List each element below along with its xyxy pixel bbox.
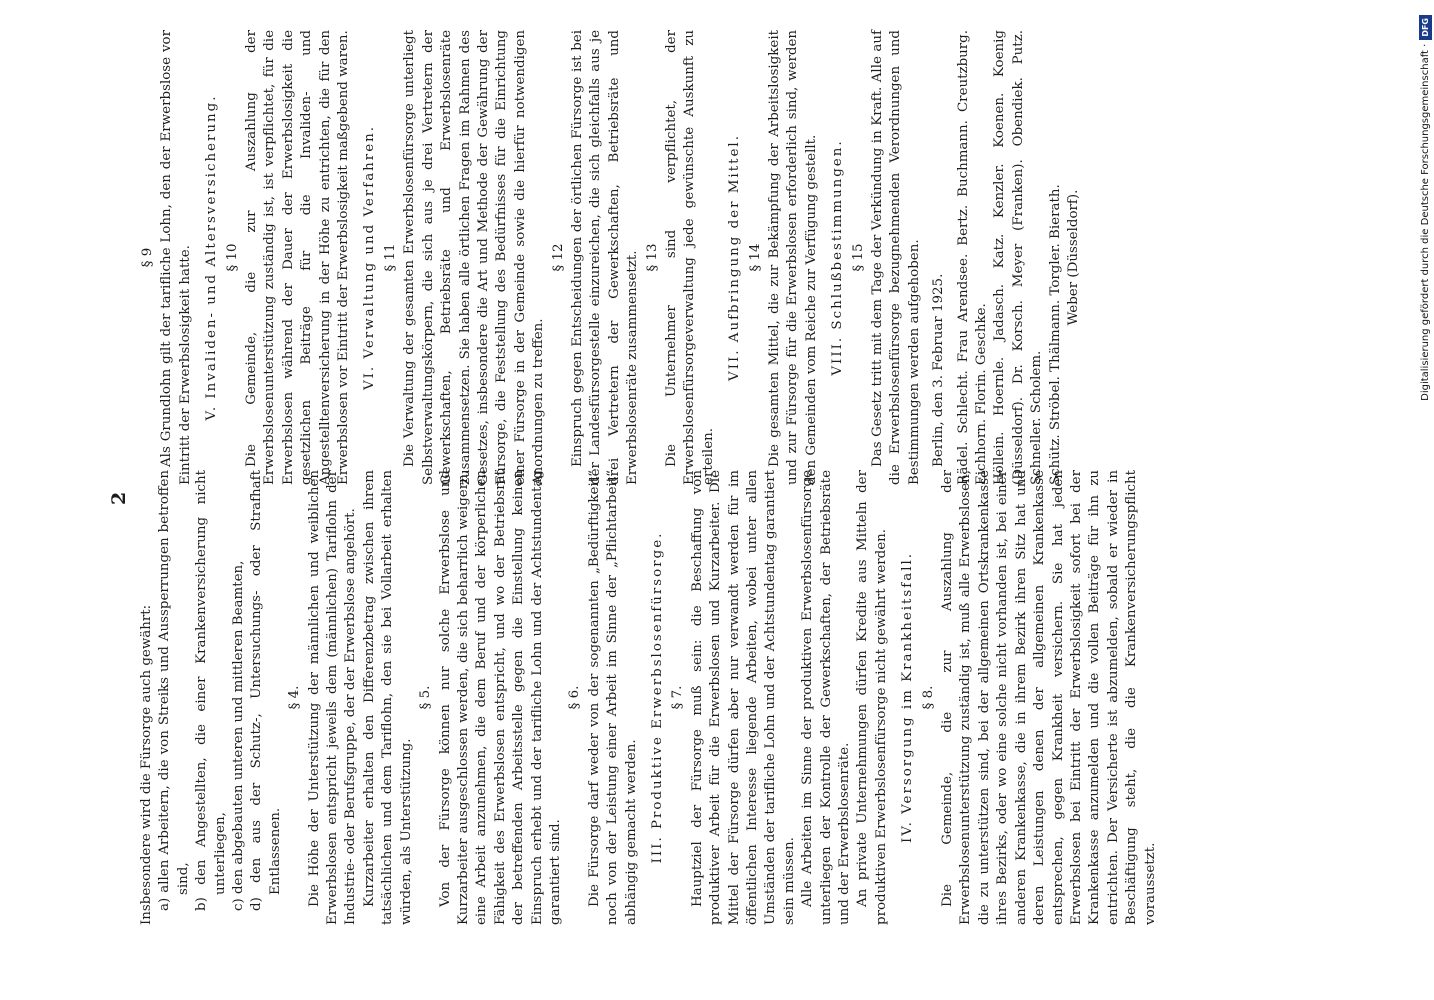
date-line: Berlin, den 3. Februar 1925. bbox=[931, 273, 947, 467]
credit-text: Digitalisierung gefördert durch die Deutsche Forschungsgemeinschaft · bbox=[1420, 43, 1431, 401]
list-item: c) den abgebauten unteren und mittleren Beamten, bbox=[231, 560, 247, 911]
paragraph: Die Verwaltung der gesamten Erwerbslosenfürsorge unterliegt Selbstverwaltungskörpern, die sich aus je drei Vertretern der Gewerkschaften, Betriebsräte und Erwerbslosenräte zusammensetzen. Sie haben alle örtlichen Fragen im Rahmen des Gesetzes, insbesondere die Art und Methode der Gewährung der Fürsorge, die Feststellung des Bedürfnisses für die Einrichtung einer Fürsorge in der Gemeinde sowie die hierfür notwendigen Anordnungen zu treffen. bbox=[402, 30, 547, 485]
list-item: d) den aus der Schutz-, Untersuchungs- oder Strafhaft Entlassenen. bbox=[249, 470, 283, 911]
signatories: Weber (Düsseldorf). bbox=[1066, 189, 1082, 326]
list-item: a) allen Arbeitern, die von Streiks und Aussperrungen betroffen sind, bbox=[157, 470, 191, 911]
section-13-heading: § 13 bbox=[644, 243, 660, 272]
chapter-4-heading: IV. Versorgung im Krankheitsfall. bbox=[900, 551, 916, 844]
paragraph: Die Gemeinde, die zur Auszahlung der Erwerbslosenunterstützung zuständig ist, ist verpflichtet, für die Erwerbslosen während der Dauer der Erwerbslosigkeit die gesetzlichen Beiträge für die Invaliden- und Angestelltenversicherung in der Höhe zu entrichten, die für den Erwerbslosen vor Eintritt der Erwerbslosigkeit maßgebend waren. bbox=[244, 30, 352, 485]
section-15-heading: § 15 bbox=[850, 243, 866, 272]
paragraph: Die Fürsorge darf weder von der sogenannten „Bedürftigkeit“ noch von der Leistung einer Arbeit im Sinne der „Pflichtarbeit“ abhängig gemacht werden. bbox=[586, 470, 639, 925]
section-6-heading: § 6. bbox=[567, 685, 583, 710]
paragraph: Von der Fürsorge können nur solche Erwerbslose und Kurzarbeiter ausgeschlossen werden, die sich beharrlich weigern, eine Arbeit anzunehmen, die dem Beruf und der körperlichen Fähigkeit des Erwerbslosen entspricht, und wo der Betriebsrat der betreffenden Arbeitsstelle gegen die Einstellung keinen Einspruch erhebt und der tarifliche Lohn und der Achtstundentag garantiert sind. bbox=[437, 470, 563, 925]
paragraph: Das Gesetz tritt mit dem Tage der Verkündung in Kraft. Alle auf die Erwerbslosenfürsorge bezugnehmenden Verordnungen und Bestimmungen werden aufgehoben. bbox=[870, 30, 922, 485]
paragraph: Kurzarbeiter erhalten den Differenzbetrag zwischen ihrem tatsächlichen und dem Tariflohn, den sie bei Vollarbeit erhalten würden, als Unterstützung. bbox=[361, 470, 414, 925]
chapter-3-heading: III. Produktive Erwerbslosenfürsorge. bbox=[649, 531, 665, 864]
chapter-7-heading: VII. Aufbringung der Mittel. bbox=[727, 134, 743, 381]
chapter-8-heading: VIII. Schlußbestimmungen. bbox=[830, 139, 846, 376]
section-14-heading: § 14 bbox=[747, 243, 763, 272]
chapter-6-heading: VI. Verwaltung und Verfahren. bbox=[362, 124, 378, 391]
dfg-logo: DFG bbox=[1419, 15, 1432, 40]
list-item: b) den Angestellten, die einer Krankenversicherung nicht unterliegen, bbox=[194, 470, 228, 911]
digitization-credit bbox=[1419, 10, 1434, 990]
page-number: 2 bbox=[108, 491, 130, 505]
section-10-heading: § 10 bbox=[224, 243, 240, 272]
paragraph: Die Gemeinde, die zur Auszahlung der Erwerbslosenunterstützung zuständig ist, muß alle Erwerbslosen, die zu unterstützen sind, bei der allgemeinen Ortskrankenkasse ihres Bezirks, oder wo eine solche nicht vorhanden ist, bei einer anderen Krankenkasse, die in ihrem Bezirk ihren Sitz hat und deren Leistungen denen der allgemeinen Krankenkasse entsprechen, gegen Krankheit versichern. Sie hat jeden Erwerbslosen bei Eintritt der Erwerbslosigkeit sofort bei der Krankenkasse anzumelden und die vollen Beiträge für ihn zu entrichten. Der Versicherte ist abzumelden, sobald er wieder in Beschäftigung steht, die die Krankenversicherungspflicht voraussetzt. bbox=[940, 470, 1158, 925]
signatories: Rädel. Schlecht. Frau Arendsee. Bertz. Buchmann. Creutzburg. Eichhorn. Florin. Geschke. bbox=[955, 30, 990, 485]
section-8-heading: § 8. bbox=[920, 685, 936, 710]
paragraph: Die Höhe der Unterstützung der männlichen und weiblichen Erwerbslosen entspricht jeweils dem (männlichen) Tariflohn der Industrie- oder Berufsgruppe, der der Erwerbslose angehört. bbox=[306, 470, 359, 925]
paragraph: Hauptziel der Fürsorge muß sein: die Beschaffung von produktiver Arbeit für die Erwerbslosen und Kurzarbeiter. Die Mittel der Fürsorge dürfen aber nur verwandt werden für im öffentlichen Interesse liegende Arbeiten, wobei unter allen Umständen der tarifliche Lohn und der Achtstundentag garantiert sein müssen. bbox=[689, 470, 797, 925]
signatories: Höllein. Hoernle. Jadasch. Katz. Kenzler. Koenen. Koenig (Düsseldorf). Dr. Korsch. Meyer (Franken). Obendiek. Putz. Schneller. Scholem. bbox=[992, 30, 1045, 485]
section-12-heading: § 12 bbox=[550, 243, 566, 272]
section-9-heading: § 9 bbox=[140, 247, 155, 268]
paragraph: Als Grundlohn gilt der tarifliche Lohn, den der Erwerbslose vor Eintritt der Erwerbslosigkeit hatte. bbox=[159, 30, 193, 485]
section-7-heading: § 7. bbox=[670, 685, 686, 710]
digitization-credit-text bbox=[1418, 15, 1434, 985]
section-4-heading: § 4. bbox=[287, 685, 303, 710]
paragraph: Alle Arbeiten im Sinne der produktiven Erwerbslosenfürsorge unterliegen der Kontrolle der Gewerkschaften, der Betriebsräte und der Erwerbslosenräte. bbox=[800, 470, 853, 925]
chapter-5-heading: V. Invaliden- und Altersversicherung. bbox=[204, 94, 220, 421]
right-column bbox=[138, 30, 1084, 485]
paragraph: An private Unternehmungen dürfen Kredite aus Mitteln der produktiven Erwerbslosenfürsorge nicht gewährt werden. bbox=[855, 470, 889, 925]
left-column bbox=[138, 470, 1160, 925]
rotated-document-page bbox=[100, 0, 1330, 1000]
section-5-heading: § 5. bbox=[418, 685, 434, 710]
intro-text: Insbesondere wird die Fürsorge auch gewährt: bbox=[139, 604, 154, 925]
signatories: Schütz. Ströbel. Thälmann. Torgler. Bierath. bbox=[1047, 184, 1063, 485]
paragraph: Einspruch gegen Entscheidungen der örtlichen Fürsorge ist bei der Landesfürsorgestelle einzureichen, die sich gleichfalls aus je drei Vertretern der Gewerkschaften, Betriebsräte und Erwerbslosenräte zusammensetzt. bbox=[569, 30, 641, 485]
paragraph: Die gesamten Mittel, die zur Bekämpfung der Arbeitslosigkeit und zur Fürsorge für die Erwerbslosen erforderlich sind, werden den Gemeinden vom Reiche zur Verfügung gestellt. bbox=[767, 30, 819, 485]
section-11-heading: § 11 bbox=[382, 243, 398, 272]
paragraph: Die Unternehmer sind verpflichtet, der Erwerbslosenfürsorgeverwaltung jede gewünschte Auskunft zu erteilen. bbox=[663, 30, 716, 485]
